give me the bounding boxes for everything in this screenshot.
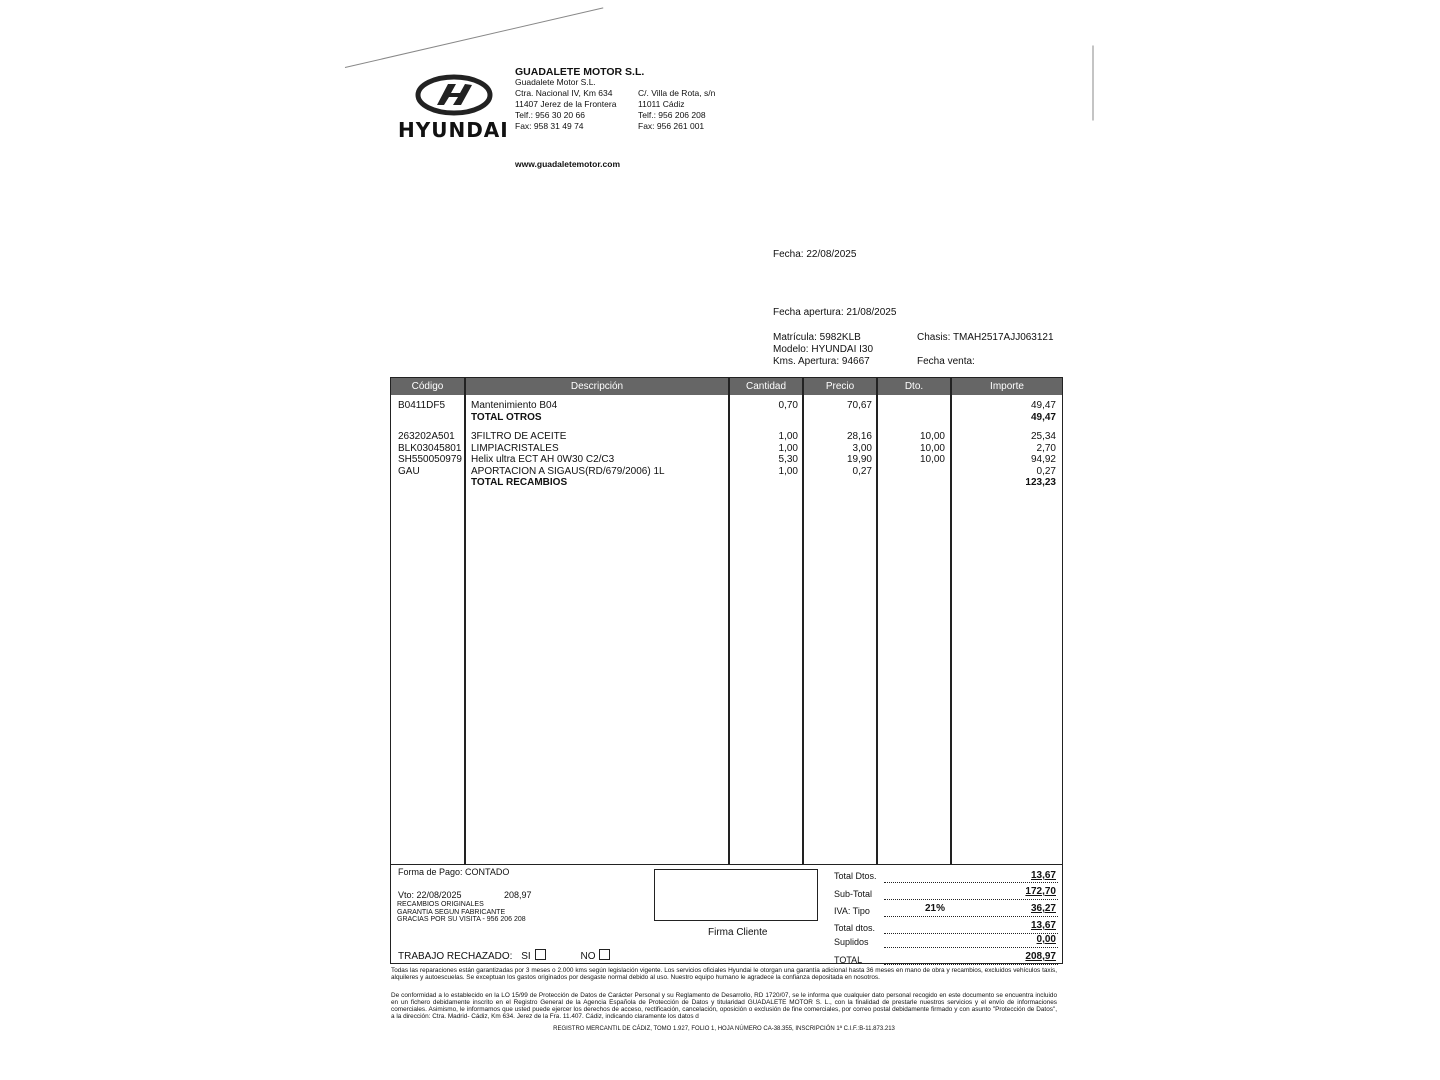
phone: Telf.: 956 206 208	[638, 110, 706, 120]
footer-notes	[397, 901, 526, 924]
cell-discount: 10,00	[919, 454, 945, 465]
no-label: NO	[580, 951, 596, 962]
scan-edge	[1093, 46, 1094, 121]
work-rejected-label: TRABAJO RECHAZADO:	[398, 951, 513, 962]
subtotal-label: Sub-Total	[834, 889, 873, 899]
hyundai-logo	[398, 74, 510, 142]
cell-quantity: 0,70	[778, 400, 798, 411]
cell-description: TOTAL RECAMBIOS	[471, 477, 568, 488]
fax: Fax: 956 261 001	[638, 121, 705, 131]
work-rejected	[398, 949, 610, 962]
grand-total-label: TOTAL	[834, 955, 863, 965]
invoice-date: Fecha: 22/08/2025	[773, 249, 857, 260]
cell-amount: 2,70	[1036, 442, 1056, 454]
col-header-amount: Importe	[990, 381, 1024, 392]
cell-description: LIMPIACRISTALES	[471, 442, 559, 454]
hyundai-emblem-icon	[415, 74, 493, 116]
cell-price: 19,90	[846, 454, 872, 465]
vat-value: 36,27	[1030, 903, 1056, 914]
warranty-notice: Todas las reparaciones están garantizadas por 3 meses o 2.000 kms según legislación vigente. Los servicios oficiales Hyundai le otorgan una garantía adicional hasta 36 meses en mano de obra y recambios, excluidos vehículos taxis, alquileres y autoescuelas. Se exceptuan los gastos originados por desgaste normal debido al uso. Nuestro equipo humano le agradece la confianza depositada en nosotros.	[391, 967, 1057, 981]
cell-quantity: 5,30	[778, 454, 798, 465]
cell-amount: 94,92	[1030, 454, 1056, 465]
cell-code: 263202A501	[398, 431, 455, 442]
data-protection-notice: De conformidad a lo establecido en la LO 15/99 de Protección de Datos de Carácter Personal y su Reglamento de Desarrollo, RD 1720/07, se le informa que cualquier dato personal recogido en este documento se encuentra incluido en un fichero debidamente inscrito en el Registro General de la Agencia Española de Protección de Datos y titularidad GUADALETE MOTOR S. L., con la finalidad de prestarle nuestros servicios y el envío de informaciones comerciales. Asimismo, le informamos que usted puede ejercer los derechos de acceso, rectificación, cancelación, oposición o exclusión de fine comerciales, por correo postal debidamente firmado y con asunto "Protección de Datos", a la dirección: Ctra. Madrid- Cádiz, Km 634. Jerez de la Fra. 11.407. Cádiz, indicando claramente los datos d	[391, 992, 1057, 1020]
registry-info: REGISTRO MERCANTIL DE CÁDIZ, TOMO 1.927, FOLIO 1, HOJA NÚMERO CA-38.355, INSCRIPCIÓN 1ª C.I.F.:B-11.873.213	[553, 1026, 895, 1032]
col-header-discount: Dto.	[904, 381, 924, 392]
yes-label: SI	[521, 951, 531, 962]
opening-kms: Kms. Apertura: 94667	[773, 356, 870, 367]
table-row	[391, 466, 1062, 478]
total-dtos-label: Total dtos.	[834, 923, 876, 933]
total-discounts-label: Total Dtos.	[834, 871, 877, 881]
company-legal-name: Guadalete Motor S.L.	[515, 77, 596, 87]
cell-code: B0411DF5	[398, 400, 446, 411]
cell-description: Mantenimiento B04	[471, 400, 558, 411]
cell-quantity: 1,00	[778, 442, 798, 454]
cell-quantity: 1,00	[778, 431, 798, 442]
suplidos-value: 0,00	[1036, 934, 1056, 945]
phone: Telf.: 956 30 20 66	[515, 110, 585, 120]
yes-checkbox[interactable]	[535, 949, 546, 960]
col-header-price: Precio	[825, 381, 855, 392]
table-footer-divider	[391, 864, 1062, 865]
logo-wordmark: HYUNDAI	[398, 118, 509, 142]
no-checkbox[interactable]	[599, 949, 610, 960]
payment-method: Forma de Pago: CONTADO	[398, 867, 510, 877]
vat-label: IVA: Tipo	[834, 906, 870, 916]
cell-amount: 0,27	[1036, 465, 1056, 477]
cell-description: 3FILTRO DE ACEITE	[471, 431, 567, 442]
cell-price: 70,67	[846, 400, 872, 411]
website: www.guadaletemotor.com	[515, 159, 621, 169]
table-row-total	[391, 477, 1062, 489]
cell-amount: 123,23	[1025, 477, 1056, 488]
cell-price: 0,27	[852, 465, 872, 477]
address-line: 11011 Cádiz	[638, 99, 685, 109]
footer-note: GARANTIA SEGUN FABRICANTE	[397, 908, 506, 916]
chassis-number: Chasis: TMAH2517AJJ063121	[917, 332, 1054, 343]
cell-description: APORTACION A SIGAUS(RD/679/2006) 1L	[471, 465, 665, 477]
address-jerez	[515, 88, 616, 132]
cell-amount: 25,34	[1030, 431, 1056, 442]
vat-rate: 21%	[925, 903, 946, 914]
cell-discount: 10,00	[919, 442, 945, 454]
table-header	[391, 378, 1062, 395]
suplidos-label: Suplidos	[834, 937, 869, 947]
signature-box[interactable]	[654, 869, 818, 921]
company-block	[515, 65, 716, 131]
table-row	[391, 400, 1062, 412]
table-row	[391, 454, 1062, 466]
cell-amount: 49,47	[1030, 400, 1056, 411]
total-dtos-value: 13,67	[1030, 920, 1056, 931]
cell-code: BLK03045801	[398, 442, 462, 454]
scan-stroke	[345, 7, 603, 68]
fax: Fax: 958 31 49 74	[515, 121, 584, 131]
address-cadiz	[638, 88, 715, 132]
table-row	[391, 431, 1062, 443]
due-amount: 208,97	[504, 890, 532, 900]
address-line: C/. Villa de Rota, s/n	[638, 88, 716, 98]
license-plate: Matrícula: 5982KLB	[773, 332, 861, 343]
footer-note: GRACIAS POR SU VISITA - 956 206 208	[397, 916, 526, 923]
company-name: GUADALETE MOTOR S.L.	[515, 66, 645, 78]
vehicle-model: Modelo: HYUNDAI I30	[773, 344, 874, 355]
col-header-code: Código	[411, 381, 444, 392]
table-row	[391, 443, 1062, 455]
cell-quantity: 1,00	[778, 465, 798, 477]
cell-description: TOTAL OTROS	[471, 411, 542, 423]
due-date: Vto: 22/08/2025	[398, 890, 462, 900]
cell-code: GAU	[398, 465, 420, 477]
address-line: 11407 Jerez de la Frontera	[515, 99, 617, 109]
sale-date: Fecha venta:	[917, 356, 975, 367]
address-line: Ctra. Nacional IV, Km 634	[515, 88, 613, 98]
col-header-description: Descripción	[570, 381, 624, 392]
cell-price: 3,00	[852, 442, 872, 454]
grand-total-value: 208,97	[1025, 951, 1056, 962]
signature-label: Firma Cliente	[708, 927, 768, 938]
cell-description: Helix ultra ECT AH 0W30 C2/C3	[471, 454, 615, 465]
cell-amount: 49,47	[1030, 411, 1056, 423]
footer-note: RECAMBIOS ORIGINALES	[397, 901, 484, 908]
cell-price: 28,16	[846, 431, 872, 442]
col-header-quantity: Cantidad	[745, 381, 787, 392]
opening-date: Fecha apertura: 21/08/2025	[773, 307, 897, 318]
subtotal-value: 172,70	[1025, 886, 1056, 897]
dotted-leader	[884, 937, 1058, 948]
cell-discount: 10,00	[919, 431, 945, 442]
cell-code: SH550050979	[398, 454, 462, 465]
table-row-total	[391, 412, 1062, 424]
total-discounts-value: 13,67	[1030, 870, 1056, 881]
